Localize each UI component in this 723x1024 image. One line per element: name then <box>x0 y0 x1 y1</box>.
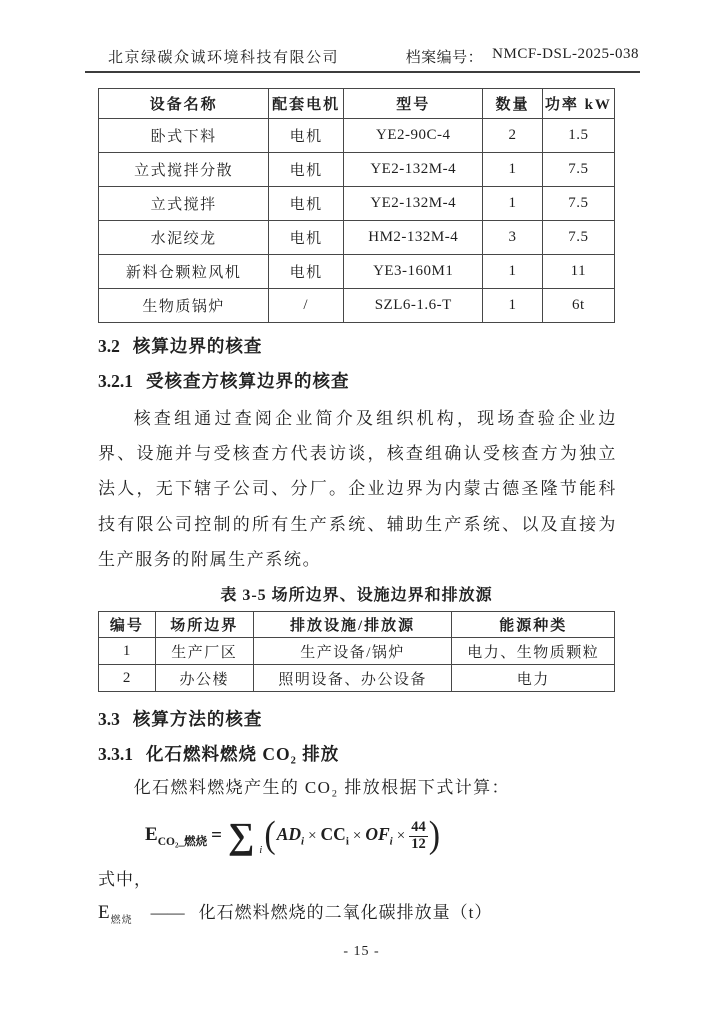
cell-motor: 电机 <box>269 187 344 221</box>
cell-model: YE2-132M-4 <box>344 153 483 187</box>
section-number: 3.3.1 <box>98 744 133 765</box>
cell-power: 7.5 <box>542 153 614 187</box>
cell-model: HM2-132M-4 <box>344 221 483 255</box>
cell-model: SZL6-1.6-T <box>344 289 483 323</box>
term-OF-base: OF <box>365 824 390 845</box>
summation-index: i <box>259 843 263 856</box>
col-header-motor: 配套电机 <box>269 89 344 119</box>
section-number: 3.2.1 <box>98 371 133 391</box>
times-sign: × <box>308 827 317 844</box>
table-row <box>99 289 615 323</box>
summation-symbol <box>227 815 263 857</box>
boundary-table-header-row <box>99 612 615 638</box>
term-AD-base: AD <box>276 824 301 845</box>
table-row <box>99 665 615 692</box>
cell-model: YE3-160M1 <box>344 255 483 289</box>
term-CC-base: CC <box>320 824 346 845</box>
cell-source: 生产设备/锅炉 <box>253 638 452 665</box>
fraction-44-12 <box>409 820 428 853</box>
fraction-numerator: 44 <box>411 818 426 835</box>
definition-dash: —— <box>150 903 185 923</box>
close-paren: ) <box>428 814 441 857</box>
cell-energy: 电力 <box>452 665 615 692</box>
cell-site: 生产厂区 <box>155 638 253 665</box>
header-rule <box>85 71 640 73</box>
file-number-value: NMCF-DSL-2025-038 <box>492 46 639 62</box>
section-title: 核算方法的核查 <box>132 709 263 730</box>
col-header-power: 功率 kW <box>542 89 614 119</box>
cell-qty: 1 <box>483 255 542 289</box>
section-title: 受核查方核算边界的核查 <box>146 371 350 391</box>
cell-power: 1.5 <box>542 119 614 153</box>
company-name: 北京绿碳众诚环境科技有限公司 <box>108 50 340 66</box>
cell-model: YE2-132M-4 <box>344 187 483 221</box>
term-CC-subscript: i <box>345 835 349 848</box>
boundary-table-title: 表 3-5 场所边界、设施边界和排放源 <box>220 587 493 605</box>
cell-model: YE2-90C-4 <box>344 119 483 153</box>
table-row <box>99 221 615 255</box>
term-CC <box>321 824 349 848</box>
cell-device: 卧式下料 <box>99 119 269 153</box>
open-paren: ( <box>264 814 276 857</box>
file-number-group <box>406 46 639 67</box>
page-header <box>108 46 639 67</box>
formula-lhs-subscript: CO₂_燃烧 <box>157 835 208 848</box>
cell-energy: 电力、生物质颗粒 <box>452 638 615 665</box>
cell-device: 生物质锅炉 <box>99 289 269 323</box>
boundary-table <box>98 611 615 692</box>
section-title: 核算边界的核查 <box>132 336 263 356</box>
cell-motor: 电机 <box>269 153 344 187</box>
file-number-label: 档案编号： <box>405 50 484 66</box>
col-header-model: 型号 <box>344 89 483 119</box>
formula-intro: 化石燃料燃烧产生的 CO₂ 排放根据下式计算： <box>133 778 510 798</box>
section-heading-3-3-1 <box>98 742 617 766</box>
definition-symbol-base: E <box>98 902 111 924</box>
equals-sign: = <box>211 825 222 847</box>
cell-device: 立式搅拌分散 <box>99 153 269 187</box>
col-header-qty: 数量 <box>483 89 542 119</box>
col-header-device: 设备名称 <box>99 89 269 119</box>
co2-combustion-formula <box>145 810 617 862</box>
col-header-source: 排放设施/排放源 <box>253 612 452 638</box>
sigma-glyph: ∑ <box>227 815 255 857</box>
cell-no: 1 <box>99 638 156 665</box>
section-heading-3-3 <box>98 707 617 731</box>
cell-qty: 1 <box>483 187 542 221</box>
table-row <box>99 638 615 665</box>
boundary-paragraph: 核查组通过查阅企业简介及组织机构，现场查验企业边界、设施并与受核查方代表访谈，核查组确认受核查方为独立法人，无下辖子公司、分厂。企业边界为内蒙古德圣隆节能科技有限公司控制的所有生产系统、辅助生产系统、以及直接为生产服务的附属生产系统。 <box>98 409 617 569</box>
cell-site: 办公楼 <box>155 665 253 692</box>
table-row <box>99 255 615 289</box>
col-header-no: 编号 <box>99 612 156 638</box>
cell-device: 新料仓颗粒风机 <box>99 255 269 289</box>
cell-qty: 1 <box>483 153 542 187</box>
definition-symbol-subscript: 燃烧 <box>110 914 133 926</box>
cell-qty: 3 <box>483 221 542 255</box>
cell-device: 水泥绞龙 <box>99 221 269 255</box>
cell-device: 立式搅拌 <box>99 187 269 221</box>
cell-qty: 2 <box>483 119 542 153</box>
cell-motor: 电机 <box>269 255 344 289</box>
table-row <box>99 119 615 153</box>
cell-source: 照明设备、办公设备 <box>253 665 452 692</box>
term-OF <box>365 824 392 848</box>
equipment-table-header-row <box>99 89 615 119</box>
section-title: 化石燃料燃烧 CO₂ 排放 <box>146 744 340 765</box>
col-header-energy: 能源种类 <box>452 612 615 638</box>
cell-no: 2 <box>99 665 156 692</box>
cell-motor: 电机 <box>269 221 344 255</box>
cell-power: 11 <box>542 255 614 289</box>
cell-power: 7.5 <box>542 221 614 255</box>
cell-motor: 电机 <box>269 119 344 153</box>
term-AD <box>277 824 304 848</box>
table-row <box>99 187 615 221</box>
section-number: 3.3 <box>98 709 120 730</box>
cell-power: 7.5 <box>542 187 614 221</box>
col-header-site: 场所边界 <box>155 612 253 638</box>
term-OF-subscript: i <box>389 835 393 848</box>
section-heading-3-2 <box>98 334 617 358</box>
table-row <box>99 153 615 187</box>
page-content <box>98 88 617 934</box>
symbol-definition <box>98 900 617 934</box>
section-number: 3.2 <box>98 336 120 356</box>
section-heading-3-2-1 <box>98 369 617 393</box>
cell-power: 6t <box>542 289 614 323</box>
term-AD-subscript: i <box>301 835 305 848</box>
equipment-table <box>98 88 615 323</box>
times-sign: × <box>352 827 362 844</box>
formula-lhs-base: E <box>145 823 158 845</box>
definition-symbol <box>98 902 133 926</box>
formula-lhs <box>145 824 207 849</box>
cell-qty: 1 <box>483 289 542 323</box>
page-number: - 15 - <box>343 944 380 959</box>
definition-text: 化石燃料燃烧的二氧化碳排放量（t） <box>198 903 493 923</box>
where-label: 式中， <box>98 870 152 890</box>
cell-motor: / <box>269 289 344 323</box>
times-sign: × <box>396 827 406 844</box>
fraction-denominator: 12 <box>411 835 426 852</box>
